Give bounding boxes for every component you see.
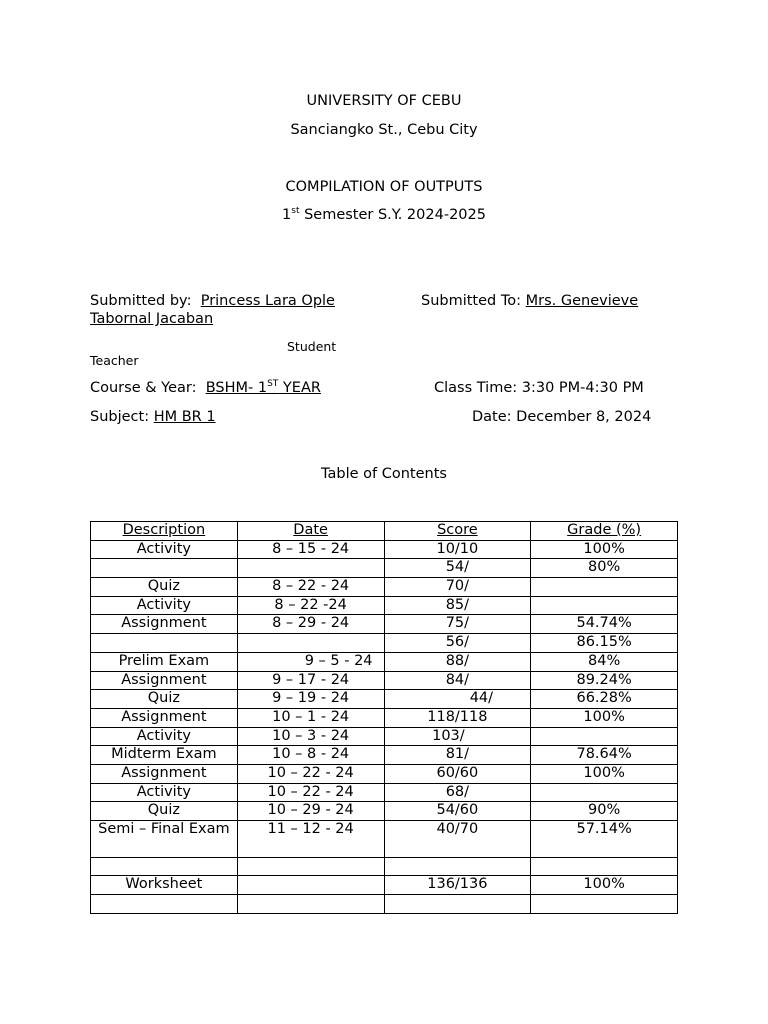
cell-grade: 100%: [531, 764, 678, 783]
table-row: [91, 578, 678, 597]
cell-date: [237, 895, 384, 914]
cell-grade: 100%: [531, 540, 678, 559]
cell-score: 136/136: [384, 876, 531, 895]
course-year-end: YEAR: [278, 380, 321, 396]
cell-grade: 78.64%: [531, 746, 678, 765]
cell-grade: 54.74%: [531, 615, 678, 634]
cell-description: Quiz: [91, 578, 238, 597]
table-row: [91, 821, 678, 858]
cell-grade: [531, 596, 678, 615]
cell-date: 9 – 5 - 24: [237, 652, 384, 671]
table-header-row: [91, 522, 678, 541]
cell-description: [91, 634, 238, 653]
cell-description: Activity: [91, 596, 238, 615]
cell-date: 10 – 22 - 24: [237, 783, 384, 802]
cell-grade: [531, 727, 678, 746]
cell-date: [237, 857, 384, 876]
cell-date: 8 – 29 - 24: [237, 615, 384, 634]
table-row: [91, 727, 678, 746]
cell-description: Activity: [91, 540, 238, 559]
cell-description: Quiz: [91, 690, 238, 709]
cell-grade: [531, 578, 678, 597]
cell-score: 40/70: [384, 821, 531, 858]
submitted-to-label: Submitted To:: [421, 293, 522, 309]
subject-line: [90, 409, 216, 425]
table-row: [91, 708, 678, 727]
cell-date: 10 – 3 - 24: [237, 727, 384, 746]
table-row: [91, 802, 678, 821]
cell-description: Semi – Final Exam: [91, 821, 238, 858]
table-row: [91, 876, 678, 895]
cell-date: 8 – 22 -24: [237, 596, 384, 615]
cell-grade: 100%: [531, 708, 678, 727]
cell-date: 11 – 12 - 24: [237, 821, 384, 858]
course-year-value: [206, 380, 321, 396]
submitted-by-label: Submitted by:: [90, 293, 192, 309]
cell-score: 88/: [384, 652, 531, 671]
cell-grade: 66.28%: [531, 690, 678, 709]
cell-description: Midterm Exam: [91, 746, 238, 765]
cell-grade: 86.15%: [531, 634, 678, 653]
cell-description: Worksheet: [91, 876, 238, 895]
submitted-to-line: [421, 293, 638, 309]
course-year-suffix: ST: [267, 379, 279, 389]
cell-score: 68/: [384, 783, 531, 802]
table-row: [91, 540, 678, 559]
cell-score: 103/: [384, 727, 531, 746]
class-time: Class Time: 3:30 PM-4:30 PM: [434, 380, 644, 396]
subject-value: HM BR 1: [153, 409, 216, 425]
cell-score: [384, 857, 531, 876]
cell-description: Activity: [91, 727, 238, 746]
cell-description: [91, 857, 238, 876]
cell-description: Quiz: [91, 802, 238, 821]
cell-grade: [531, 895, 678, 914]
cell-score: 85/: [384, 596, 531, 615]
semester-line: [0, 207, 768, 223]
cell-date: 10 – 29 - 24: [237, 802, 384, 821]
table-row: [91, 671, 678, 690]
cell-date: 10 – 1 - 24: [237, 708, 384, 727]
table-row: [91, 746, 678, 765]
toc-title: Table of Contents: [321, 466, 447, 482]
cell-score: 60/60: [384, 764, 531, 783]
submitted-by-value: Princess Lara Ople: [200, 293, 335, 309]
header-grade: Grade (%): [531, 522, 678, 541]
table-row: [91, 690, 678, 709]
cell-date: 9 – 19 - 24: [237, 690, 384, 709]
cell-date: [237, 876, 384, 895]
cell-score: 44/: [384, 690, 531, 709]
table-row: [91, 596, 678, 615]
toc-body: [91, 540, 678, 913]
table-row: [91, 764, 678, 783]
semester-text: Semester S.Y. 2024-2025: [299, 207, 486, 223]
cell-score: 81/: [384, 746, 531, 765]
cell-date: [237, 634, 384, 653]
cell-score: 54/60: [384, 802, 531, 821]
cell-grade: 89.24%: [531, 671, 678, 690]
table-row: [91, 895, 678, 914]
cell-score: [384, 895, 531, 914]
cell-description: Activity: [91, 783, 238, 802]
cell-description: Assignment: [91, 615, 238, 634]
cell-description: Assignment: [91, 764, 238, 783]
cell-grade: 90%: [531, 802, 678, 821]
cell-grade: [531, 783, 678, 802]
table-row: [91, 559, 678, 578]
semester-ordinal: 1: [282, 207, 292, 223]
cell-description: Assignment: [91, 671, 238, 690]
cell-date: 8 – 15 - 24: [237, 540, 384, 559]
student-label: Student: [287, 339, 337, 354]
submitted-to-value: Mrs. Genevieve: [525, 293, 639, 309]
cell-score: 75/: [384, 615, 531, 634]
cell-description: [91, 559, 238, 578]
cell-description: Assignment: [91, 708, 238, 727]
table-row: [91, 783, 678, 802]
cell-score: 84/: [384, 671, 531, 690]
cell-score: 70/: [384, 578, 531, 597]
submission-date: Date: December 8, 2024: [472, 409, 652, 425]
cell-score: 10/10: [384, 540, 531, 559]
cell-grade: 100%: [531, 876, 678, 895]
toc-table: [90, 521, 678, 914]
compilation-title: COMPILATION OF OUTPUTS: [285, 179, 483, 195]
table-row: [91, 857, 678, 876]
submitted-by-line: [90, 293, 335, 309]
header-score: Score: [384, 522, 531, 541]
cell-date: [237, 559, 384, 578]
cell-score: 56/: [384, 634, 531, 653]
table-row: [91, 615, 678, 634]
course-year-label: Course & Year:: [90, 380, 197, 396]
cell-score: 118/118: [384, 708, 531, 727]
cell-grade: 84%: [531, 652, 678, 671]
course-year-line: [90, 380, 321, 396]
cell-description: [91, 895, 238, 914]
cell-date: 10 – 22 - 24: [237, 764, 384, 783]
teacher-label: Teacher: [90, 353, 139, 368]
cell-description: Prelim Exam: [91, 652, 238, 671]
cell-date: 9 – 17 - 24: [237, 671, 384, 690]
course-year-main: BSHM- 1: [205, 380, 268, 396]
cell-grade: [531, 857, 678, 876]
header-date: Date: [237, 522, 384, 541]
cell-grade: 57.14%: [531, 821, 678, 858]
header-description: Description: [91, 522, 238, 541]
table-row: [91, 634, 678, 653]
submitted-to-value-continued: Tabornal Jacaban: [90, 311, 214, 327]
cell-score: 54/: [384, 559, 531, 578]
cell-grade: 80%: [531, 559, 678, 578]
cell-date: 8 – 22 - 24: [237, 578, 384, 597]
cell-date: 10 – 8 - 24: [237, 746, 384, 765]
table-row: [91, 652, 678, 671]
semester-suffix: st: [291, 206, 300, 216]
university-name: UNIVERSITY OF CEBU: [306, 93, 462, 109]
subject-label: Subject:: [90, 409, 150, 425]
university-address: Sanciangko St., Cebu City: [290, 122, 478, 138]
